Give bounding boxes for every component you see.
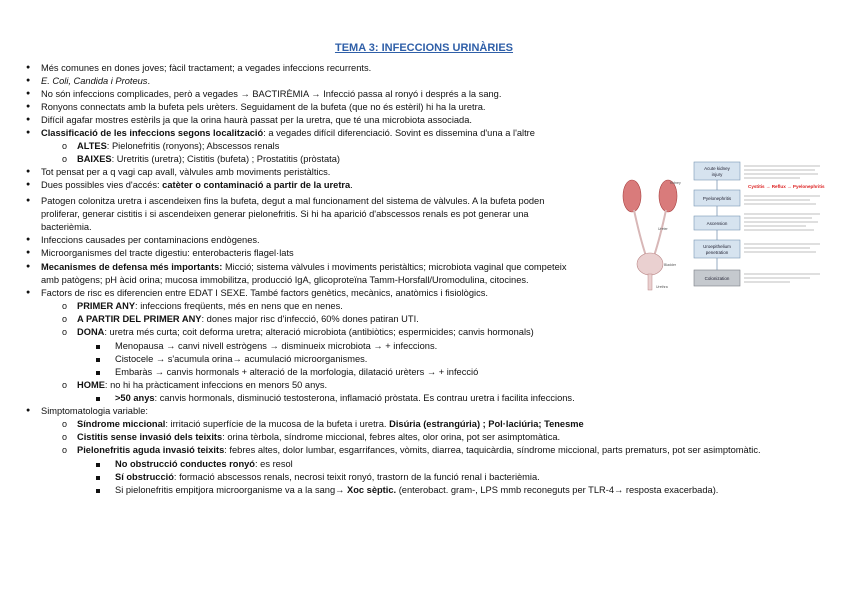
line-text: : uretra més curta; coit deforma uretra; alteració microbiota (antibiòtics; espermicides; canvis hormonals) xyxy=(104,327,534,337)
line-text: BAIXES xyxy=(77,154,112,164)
line-text: : Pielonefritis (ronyons); Abscessos renals xyxy=(106,141,280,151)
line-text: Patogen colonitza uretra i ascendeixen fins la bufeta, degut a mal funcionament del sistema de vàlvules. A la bufeta poden xyxy=(41,196,545,206)
line-text: : Uretritis (uretra); Cistitis (bufeta) ; Prostatitis (pròstata) xyxy=(111,154,340,164)
line-text: Mecanismes de defensa més importants: xyxy=(41,262,223,272)
line-text: Microorganismes del tracte digestiu: enterobacteris flagel·lats xyxy=(41,248,294,258)
bullet-icon xyxy=(96,392,100,404)
line-text: bacterièmia. xyxy=(41,222,92,232)
bullet-icon xyxy=(96,458,100,470)
line-text: proliferar, generar cistitis i si ascendeixen generar pielonefritis. Si hi ha aparició d'abscessos renals es pot generar una xyxy=(41,209,529,219)
doc-line xyxy=(26,166,331,178)
line-text: Si pielonefritis empitjora microorganisme va a la sang→ xyxy=(115,485,348,495)
doc-line xyxy=(26,179,353,191)
line-text: Síndrome miccional xyxy=(77,419,166,429)
doc-line xyxy=(115,458,293,470)
svg-text:injury: injury xyxy=(711,172,723,177)
bullet-icon: ● xyxy=(26,407,31,414)
doc-line xyxy=(26,261,567,273)
bullet-icon: ● xyxy=(26,168,31,175)
line-text: No obstrucció conductes ronyó xyxy=(115,459,255,469)
doc-line xyxy=(62,300,343,312)
line-text: Dues possibles vies d'accés: xyxy=(41,180,163,190)
bullet-icon: ● xyxy=(26,236,31,243)
line-text: DONA xyxy=(77,327,105,337)
line-text: E. Coli, Candida i Proteus xyxy=(41,76,148,86)
bullet-icon: ● xyxy=(26,116,31,123)
bladder-label: Bladder xyxy=(664,263,677,267)
bullet-icon: ● xyxy=(26,263,31,270)
line-text: Factors de risc es diferencien entre EDAT I SEXE. També factors genètics, mecànics, anatòmics i fisiològics. xyxy=(41,288,488,298)
line-text: Simptomatologia variable: xyxy=(41,406,148,416)
line-text: Més comunes en dones joves; fàcil tractament; a vegades infeccions recurrents. xyxy=(41,63,372,73)
doc-line xyxy=(26,127,535,139)
doc-line xyxy=(62,313,419,325)
doc-line xyxy=(115,340,437,352)
bullet-icon: ● xyxy=(26,90,31,97)
hollow-bullet-icon: o xyxy=(62,301,68,311)
page-title: TEMA 3: INFECCIONS URINÀRIES xyxy=(334,42,514,54)
line-text: : formació abscessos renals, necrosi teixit ronyó, trastorn de la funció renal i bacterièmia. xyxy=(173,472,540,482)
doc-line xyxy=(62,153,340,165)
doc-line xyxy=(62,140,280,152)
urethra-label: Urethra xyxy=(656,285,668,289)
kidney-label: Kidney xyxy=(670,181,681,185)
bullet-icon xyxy=(96,471,100,483)
doc-line xyxy=(62,444,761,456)
urinary-tract-illustration xyxy=(623,180,681,290)
stage-flow xyxy=(694,162,740,286)
line-text: PRIMER ANY xyxy=(77,301,136,311)
line-text: : no hi ha pràcticament infeccions en menors 50 anys. xyxy=(104,380,328,390)
doc-line xyxy=(26,287,488,299)
bullet-icon: ● xyxy=(26,103,31,110)
hollow-bullet-icon: o xyxy=(62,419,68,429)
bullet-icon: ● xyxy=(26,197,31,204)
doc-line xyxy=(26,405,148,417)
stage-colonization: Colonization xyxy=(704,276,730,281)
line-text: amb patògens; pH àcid orina; mucosa immobilitza, producció IgA, glicoproteïna Tamm-Horsfall/Uromodulina, citocines. xyxy=(41,275,529,285)
doc-line xyxy=(26,101,486,113)
doc-line xyxy=(62,379,328,391)
line-text: Ronyons connectats amb la bufeta pels urèters. Seguidament de la bufeta (que no és estèril) hi ha la uretra. xyxy=(41,102,486,112)
hollow-bullet-icon: o xyxy=(62,154,68,164)
line-text: : es resol xyxy=(255,459,293,469)
line-text: >50 anys xyxy=(115,393,155,403)
line-text: . xyxy=(350,180,353,190)
line-text: Infeccions causades per contaminacions endògenes. xyxy=(41,235,260,245)
line-text: : febres altes, dolor lumbar, esgarrifances, vòmits, diarrea, taquicàrdia, síndrome miccional, parts prematurs, pot ser asimptomàtic. xyxy=(224,445,761,455)
doc-line xyxy=(115,471,540,483)
doc-line xyxy=(26,88,502,100)
hollow-bullet-icon: o xyxy=(62,445,68,455)
line-text: : a vegades difícil diferenciació. Sovint es dissemina d'una a l'altre xyxy=(263,128,535,138)
doc-line xyxy=(62,431,561,443)
hollow-bullet-icon: o xyxy=(62,380,68,390)
bullet-icon: ● xyxy=(26,129,31,136)
svg-text:penetration: penetration xyxy=(705,250,729,255)
line-text: : irritació superfície de la mucosa de la bufeta i uretra. xyxy=(165,419,390,429)
line-text: A PARTIR DEL PRIMER ANY xyxy=(77,314,202,324)
stage-pyelonephritis: Pyelonephritis xyxy=(702,196,732,201)
doc-line xyxy=(115,484,718,496)
line-text: : dones major risc d'infecció, 60% dones patiran UTI. xyxy=(201,314,419,324)
bullet-icon: ● xyxy=(26,289,31,296)
hollow-bullet-icon: o xyxy=(62,141,68,151)
bullet-icon: ● xyxy=(26,77,31,84)
doc-line xyxy=(41,221,92,233)
doc-line xyxy=(26,114,472,126)
line-text: Pielonefritis aguda invasió teixits xyxy=(77,445,225,455)
doc-line xyxy=(26,195,545,207)
line-text: (enterobact. gram-, LPS mmb reconeguts per TLR-4→ resposta exacerbada). xyxy=(396,485,719,495)
line-text: Xoc sèptic. xyxy=(347,485,397,495)
stage-acute-kidney-injury: Acute kidney xyxy=(704,166,730,171)
doc-line xyxy=(62,418,584,430)
doc-line xyxy=(26,247,294,259)
line-text: Difícil agafar mostres estèrils ja que la orina haurà passat per la uretra, que té una microbiota associada. xyxy=(41,115,472,125)
bullet-icon xyxy=(96,484,100,496)
line-text: catèter o contaminació a partir de la uretra xyxy=(162,180,351,190)
line-text: Menopausa → canvi nivell estrògens → disminueix microbiota → + infeccions. xyxy=(115,341,438,351)
hollow-bullet-icon: o xyxy=(62,432,68,442)
hollow-bullet-icon: o xyxy=(62,327,68,337)
doc-line xyxy=(41,208,529,220)
line-text: Micció; sistema vàlvules i moviments peristàltics; microbiota vaginal que competeix xyxy=(222,262,567,272)
hollow-bullet-icon: o xyxy=(62,314,68,324)
line-text: No són infeccions complicades, però a vegades → BACTIRÈMIA → Infecció passa al ronyó i després a la sang. xyxy=(41,89,502,99)
doc-line xyxy=(26,234,260,246)
doc-line xyxy=(115,392,575,404)
ureter-label: Ureter xyxy=(658,227,668,231)
line-text: Embaràs → canvis hormonals + alteració de la morfologia, dilatació urèters → + infecció xyxy=(115,367,479,377)
line-text: Tot pensat per a q vagi cap avall, vàlvules amb moviments peristàltics. xyxy=(41,167,331,177)
doc-line xyxy=(115,353,367,365)
bullet-icon xyxy=(96,340,100,352)
line-text: HOME xyxy=(77,380,105,390)
line-text: : orina tèrbola, síndrome miccional, febres altes, olor orina, pot ser asimptomàtica. xyxy=(222,432,561,442)
doc-line xyxy=(26,75,151,87)
line-text: ALTES xyxy=(77,141,107,151)
bullet-icon: ● xyxy=(26,64,31,71)
bullet-icon xyxy=(96,353,100,365)
doc-line xyxy=(115,366,478,378)
bullet-icon: ● xyxy=(26,249,31,256)
bullet-icon: ● xyxy=(26,181,31,188)
line-text: : canvis hormonals, disminució testosterona, inflamació pròstata. Es contrau uretra i facilita infeccions. xyxy=(154,393,575,403)
line-text: Sí obstrucció xyxy=(115,472,174,482)
line-text: Classificació de les infeccions segons localització xyxy=(41,128,264,138)
line-text: : infeccions freqüents, més en nens que en nenes. xyxy=(135,301,343,311)
doc-line xyxy=(26,62,372,74)
doc-line xyxy=(41,274,529,286)
stage-uroepithelium: Uroepithelium xyxy=(703,244,731,249)
uti-pathogenesis-figure xyxy=(620,158,830,298)
line-text: Disúria (estrangúria) ; Pol·laciúria; Tenesme xyxy=(389,419,584,429)
line-text: Cistocele → s'acumula orina→ acumulació microorganismes. xyxy=(115,354,368,364)
stage-ascension: Ascension xyxy=(706,221,728,226)
cystitis-reflux-label: Cystitis → Reflux → Pyelonephritis xyxy=(748,184,825,189)
line-text: Cistitis sense invasió dels teixits xyxy=(77,432,223,442)
bullet-icon xyxy=(96,366,100,378)
doc-line xyxy=(62,326,534,338)
line-text: . xyxy=(147,76,151,86)
